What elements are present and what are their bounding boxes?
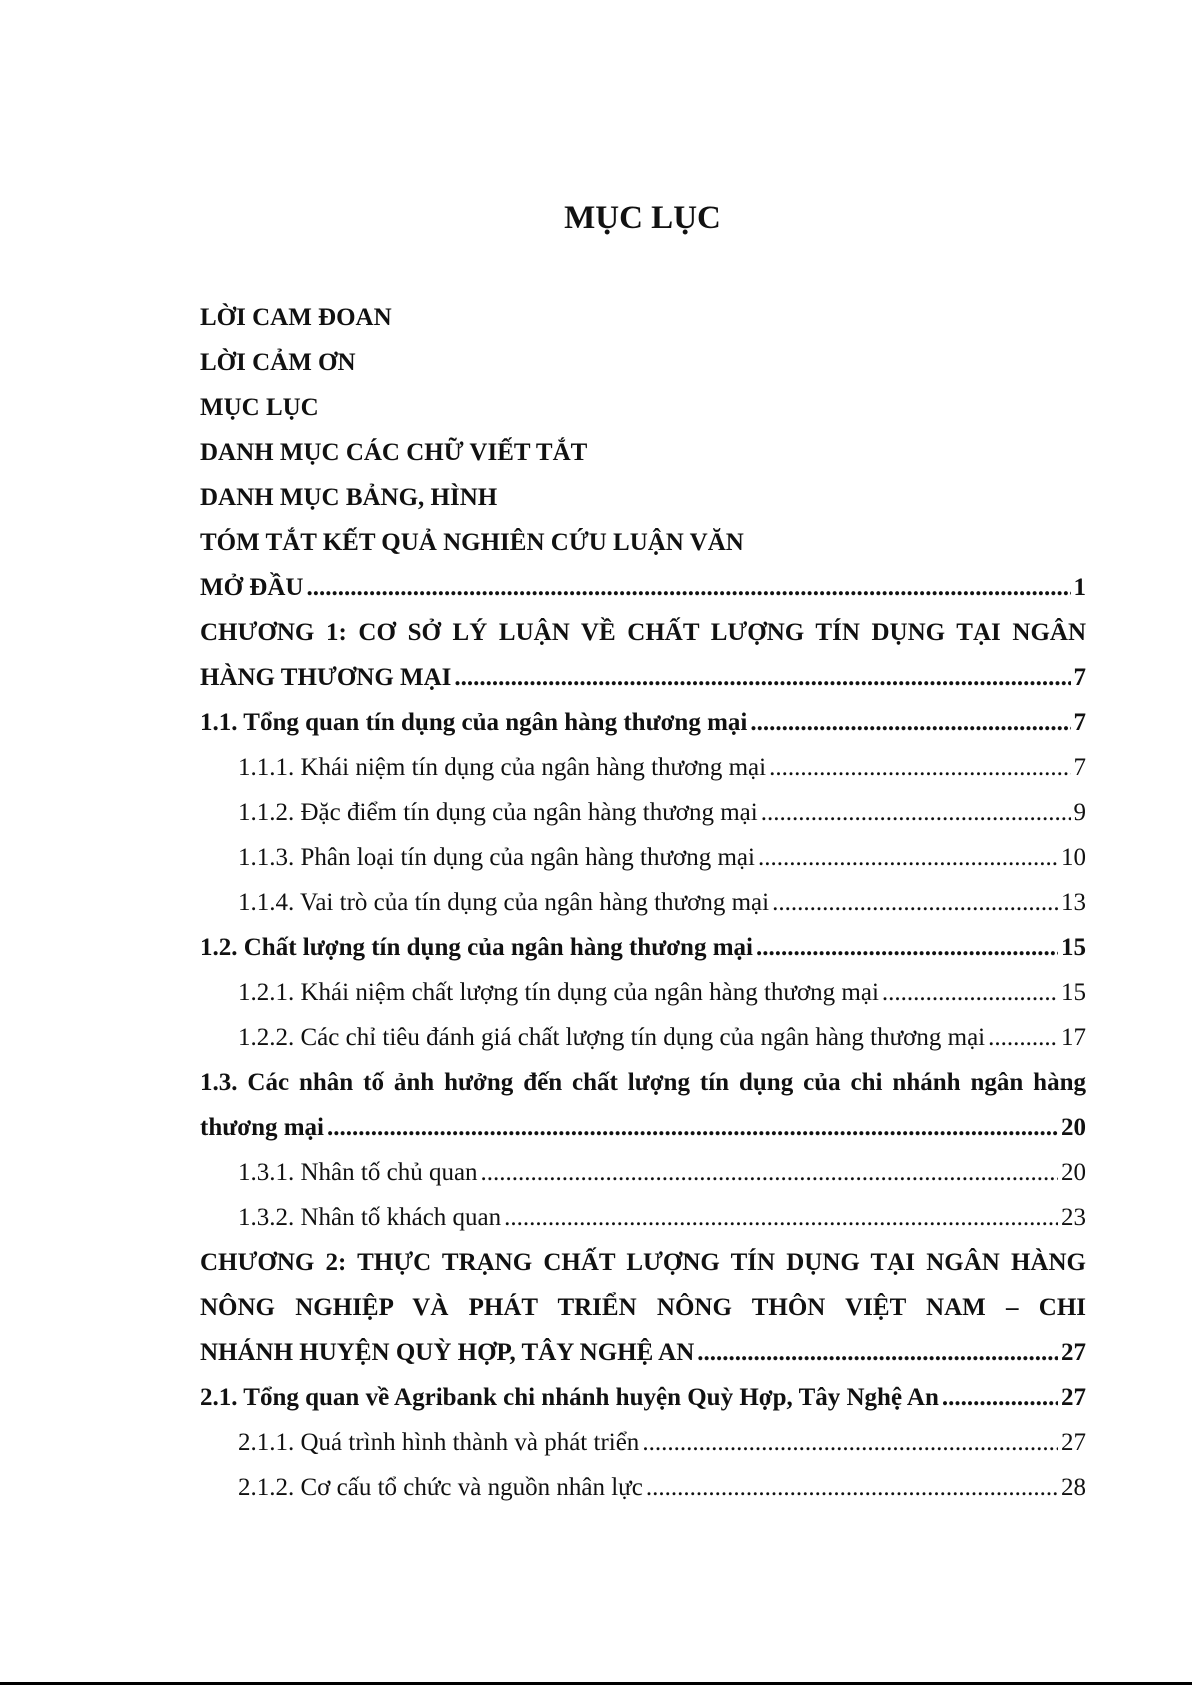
toc-entry-title: LỜI CẢM ƠN (200, 349, 356, 376)
toc-entry-title: 1.2. Chất lượng tín dụng của ngân hàng thương mại (200, 934, 753, 961)
toc-leader (481, 1150, 1058, 1195)
toc-entry-title: LỜI CAM ĐOAN (200, 304, 392, 331)
toc-entry-title: 1.1.1. Khái niệm tín dụng của ngân hàng thương mại (238, 754, 767, 781)
toc-entry-section (200, 700, 1086, 745)
toc-leader (504, 1195, 1058, 1240)
toc-front-matter (200, 430, 1086, 475)
toc-entry-title: 1.2.2. Các chỉ tiêu đánh giá chất lượng tín dụng của ngân hàng thương mại (238, 1024, 986, 1051)
toc-entry-chapter (200, 610, 1086, 700)
toc-leader (642, 1420, 1058, 1465)
toc-leader (758, 835, 1058, 880)
toc-page-number: 1 (1073, 574, 1086, 601)
toc-entry-subsection (200, 1465, 1086, 1510)
toc-entry-title: 1.3.2. Nhân tố khách quan (238, 1204, 502, 1231)
toc-page-number: 15 (1061, 979, 1086, 1006)
toc-front-matter (200, 295, 1086, 340)
toc-front-matter (200, 475, 1086, 520)
toc-entry-subsection (200, 835, 1086, 880)
toc-leader (756, 925, 1058, 970)
toc-entry-title: MỞ ĐẦU (200, 574, 304, 601)
toc-entry-subsection (200, 1195, 1086, 1240)
toc-entry-subsection (200, 970, 1086, 1015)
toc-entry-subsection (200, 1015, 1086, 1060)
toc-entry-subsection (200, 1150, 1086, 1195)
toc-front-matter (200, 340, 1086, 385)
toc-leader (750, 700, 1070, 745)
toc-entry-title: NÔNG NGHIỆP VÀ PHÁT TRIỂN NÔNG THÔN VIỆT NAM – CHI (200, 1294, 1086, 1321)
toc-entry-title: CHƯƠNG 2: THỰC TRẠNG CHẤT LƯỢNG TÍN DỤNG TẠI NGÂN HÀNG (200, 1249, 1086, 1276)
toc-leader (697, 1330, 1058, 1375)
toc-page-number: 27 (1061, 1339, 1086, 1366)
toc-entry-chapter (200, 1240, 1086, 1375)
toc-page-number: 7 (1073, 664, 1086, 691)
toc-front-matter (200, 520, 1086, 565)
toc-page-number: 7 (1073, 754, 1086, 781)
toc-entry-title: 2.1.2. Cơ cấu tổ chức và nguồn nhân lực (238, 1474, 643, 1501)
toc-entry-title: 2.1.1. Quá trình hình thành và phát triển (238, 1429, 640, 1456)
toc-entry-section (200, 1375, 1086, 1420)
toc-entry-title: thương mại (200, 1114, 324, 1141)
toc-leader (454, 655, 1070, 700)
toc-page-number: 20 (1061, 1114, 1086, 1141)
toc-leader (942, 1375, 1058, 1420)
toc-leader (988, 1015, 1058, 1060)
toc-page-number: 27 (1061, 1429, 1086, 1456)
toc-entry-subsection (200, 790, 1086, 835)
toc-entry-title: DANH MỤC BẢNG, HÌNH (200, 484, 498, 511)
toc-entry-title: 2.1. Tổng quan về Agribank chi nhánh huyện Quỳ Hợp, Tây Nghệ An (200, 1384, 939, 1411)
toc-leader (327, 1105, 1058, 1150)
toc-entry-subsection (200, 745, 1086, 790)
toc-leader (769, 745, 1070, 790)
toc-leader (646, 1465, 1058, 1510)
toc-leader (882, 970, 1058, 1015)
toc-page-number: 27 (1061, 1384, 1086, 1411)
toc-title: MỤC LỤC (564, 200, 721, 236)
toc-leader (306, 565, 1070, 610)
toc-entry (200, 565, 1086, 610)
toc-leader (772, 880, 1058, 925)
toc-entry-title: 1.1.3. Phân loại tín dụng của ngân hàng thương mại (238, 844, 755, 871)
toc-entry-subsection (200, 1420, 1086, 1465)
toc-entry-title: 1.2.1. Khái niệm chất lượng tín dụng của ngân hàng thương mại (238, 979, 879, 1006)
toc-page-number: 20 (1061, 1159, 1086, 1186)
toc-entry-title: HÀNG THƯƠNG MẠI (200, 664, 452, 691)
toc-entry-title: 1.1.2. Đặc điểm tín dụng của ngân hàng thương mại (238, 799, 758, 826)
toc-entry-title: DANH MỤC CÁC CHỮ VIẾT TẮT (200, 439, 588, 466)
toc-entry-title: TÓM TẮT KẾT QUẢ NGHIÊN CỨU LUẬN VĂN (200, 529, 744, 556)
toc-entry-title: NHÁNH HUYỆN QUỲ HỢP, TÂY NGHỆ AN (200, 1339, 695, 1366)
toc-entry-title: 1.3.1. Nhân tố chủ quan (238, 1159, 478, 1186)
toc-page-number: 9 (1073, 799, 1086, 826)
toc-entry-section (200, 925, 1086, 970)
toc-entry-title: 1.3. Các nhân tố ảnh hưởng đến chất lượng tín dụng của chi nhánh ngân hàng (200, 1069, 1086, 1096)
toc-page-number: 7 (1073, 709, 1086, 736)
toc-entry-title: 1.1.4. Vai trò của tín dụng của ngân hàng thương mại (238, 889, 770, 916)
toc-leader (761, 790, 1071, 835)
toc-entry-title: 1.1. Tổng quan tín dụng của ngân hàng thương mại (200, 709, 748, 736)
toc-entry-title: CHƯƠNG 1: CƠ SỞ LÝ LUẬN VỀ CHẤT LƯỢNG TÍN DỤNG TẠI NGÂN (200, 619, 1086, 646)
toc-page-number: 28 (1061, 1474, 1086, 1501)
toc-page-number: 15 (1061, 934, 1086, 961)
toc-page-number: 10 (1061, 844, 1086, 871)
table-of-contents (200, 295, 1086, 1510)
toc-page-number: 23 (1061, 1204, 1086, 1231)
toc-entry-title: MỤC LỤC (200, 394, 319, 421)
toc-page-number: 17 (1061, 1024, 1086, 1051)
toc-page-number: 13 (1061, 889, 1086, 916)
toc-entry-section (200, 1060, 1086, 1150)
toc-front-matter (200, 385, 1086, 430)
toc-entry-subsection (200, 880, 1086, 925)
